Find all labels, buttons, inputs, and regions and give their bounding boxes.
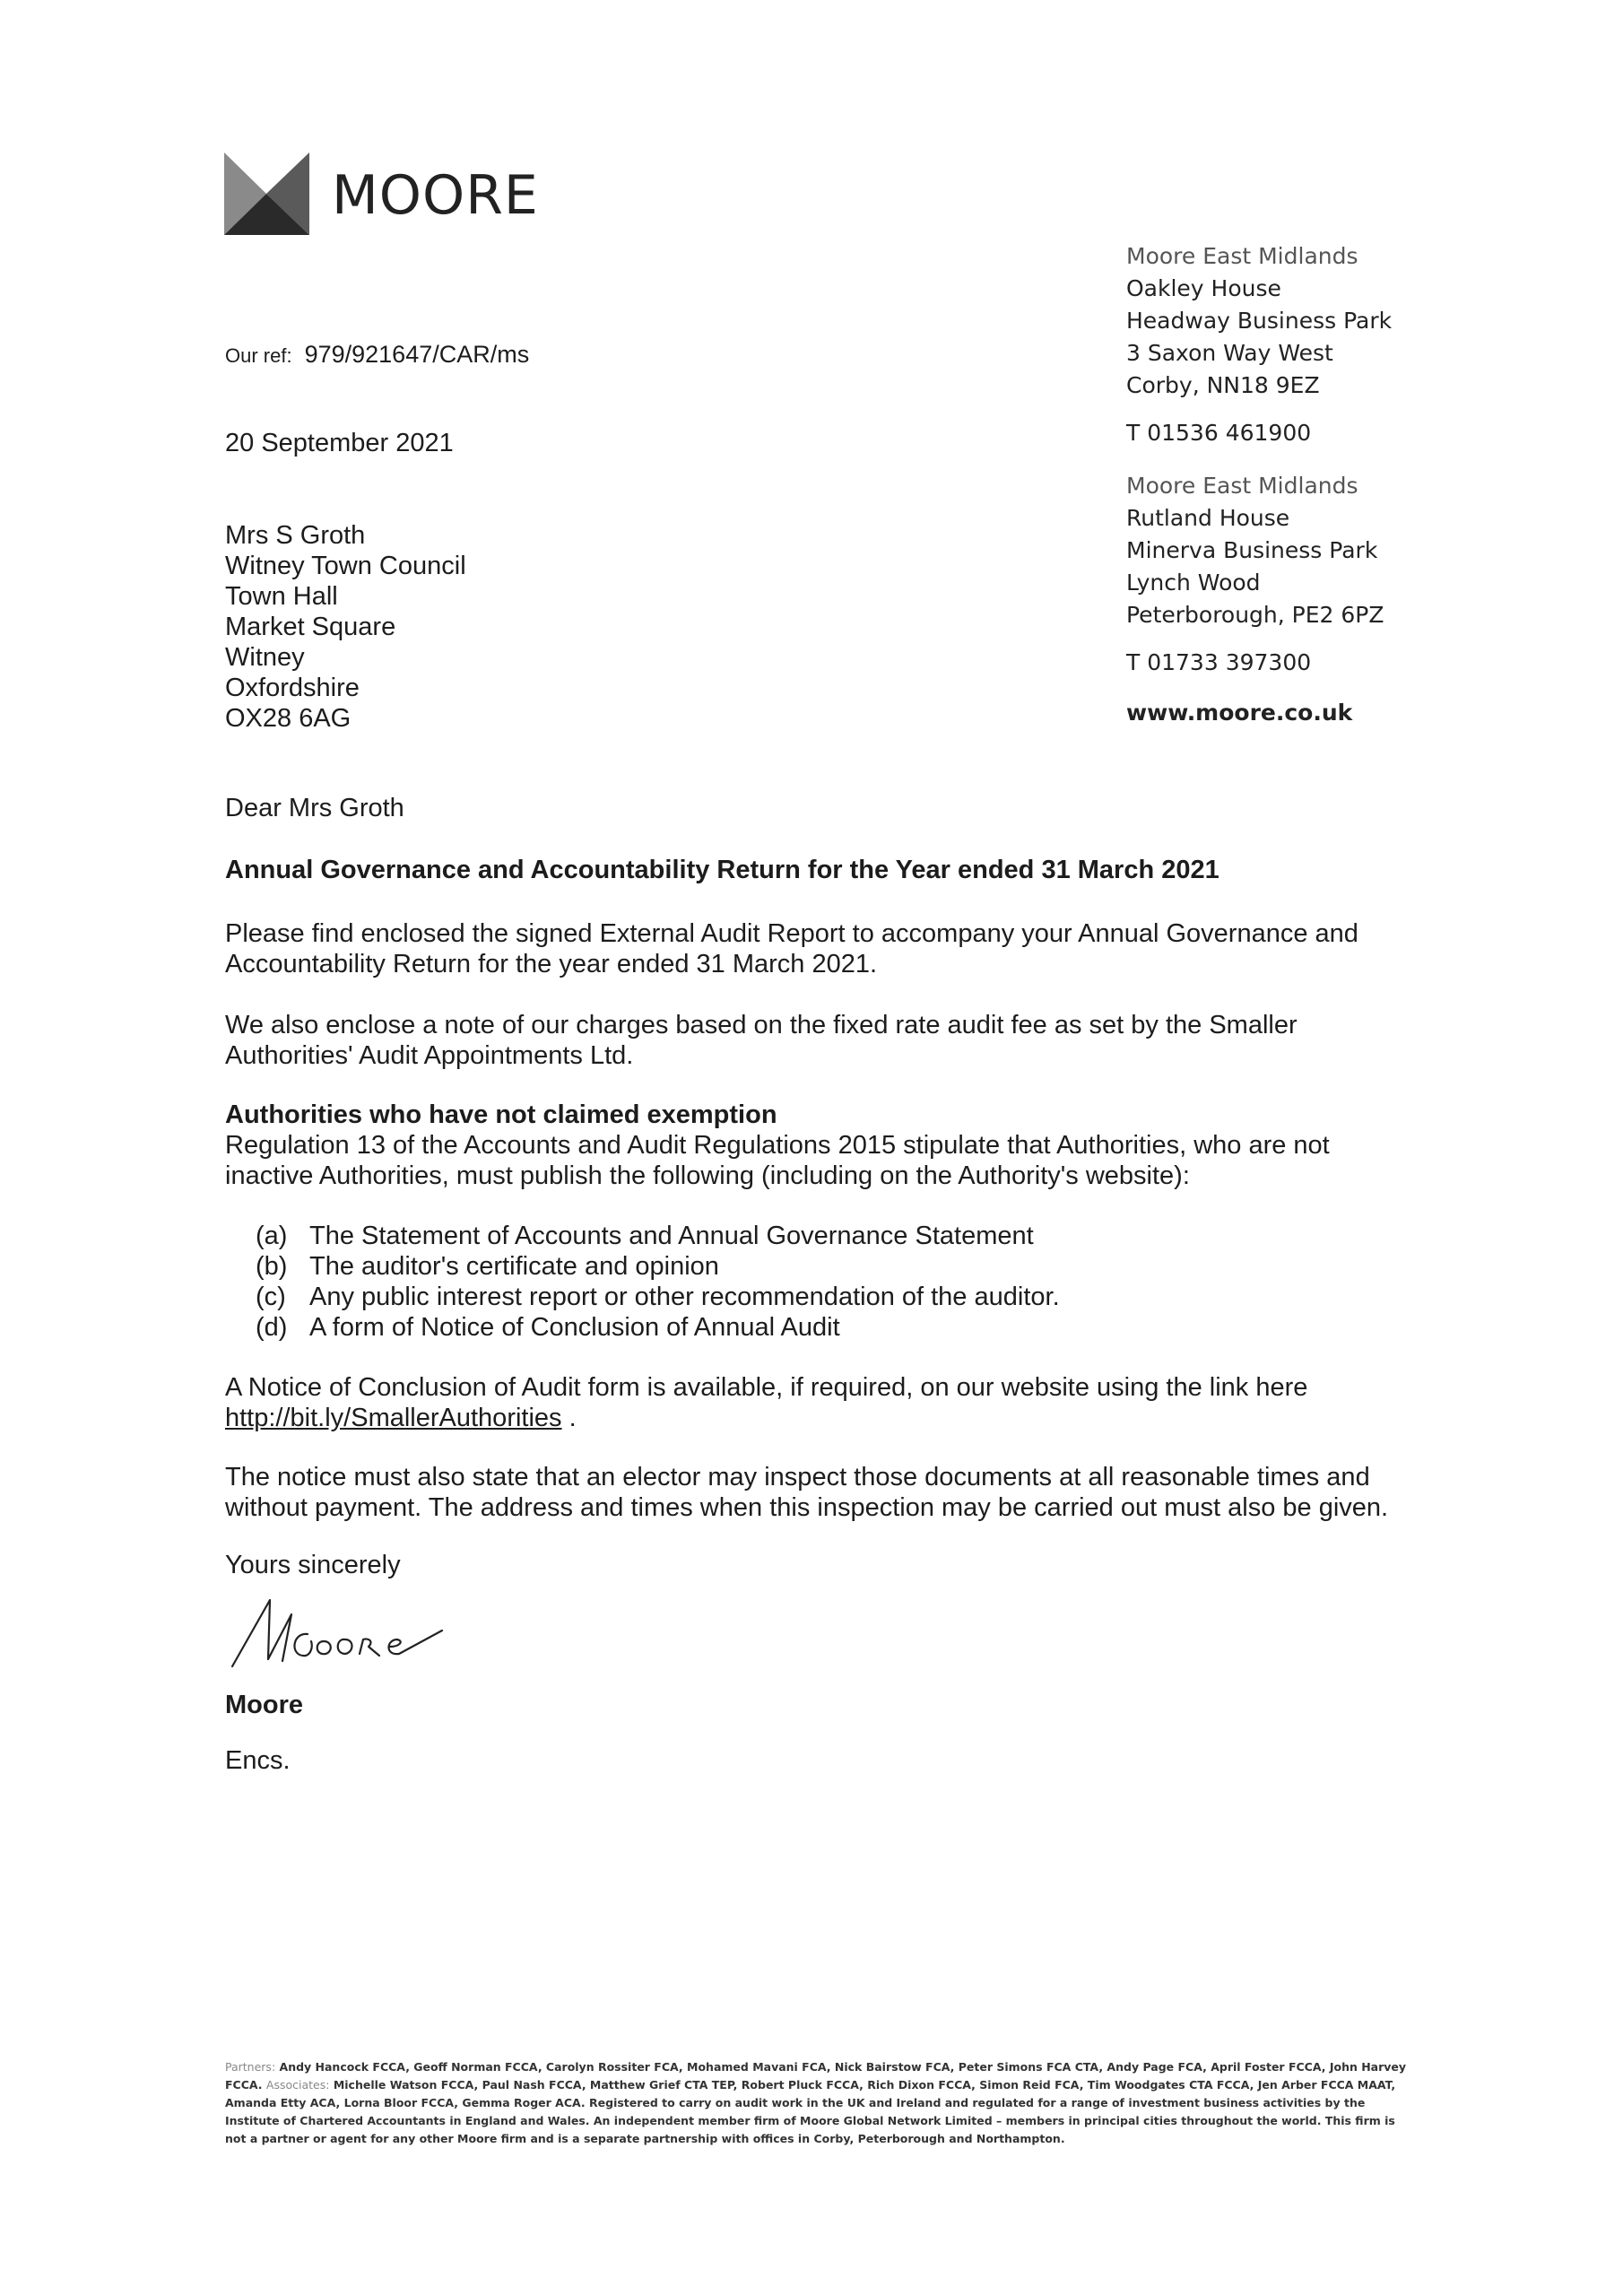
list-marker: (c) — [256, 1283, 286, 1311]
list-marker: (a) — [256, 1222, 288, 1250]
list-text: Any public interest report or other recommendation of the auditor. — [309, 1283, 1060, 1311]
recipient-line: Mrs S Groth — [225, 521, 366, 550]
paragraph: We also enclose a note of our charges based on the fixed rate audit fee as set by the Smaller Authorities' Audit Appointments Ltd. — [225, 1011, 1298, 1070]
list-text: The auditor's certificate and opinion — [309, 1252, 719, 1281]
legal-notice: Registered to carry on audit work in the UK and Ireland and regulated for a range of investment business activities by the Institute of Chartered Accountants in England and Wales. An independent member firm of Moore Global Network Limited – members in principal cities throughout the world. This firm is not a partner or agent for any other Moore firm and is a separate partnership with offices in Corby, Peterborough and Northampton. — [225, 2096, 1395, 2145]
handwritten-signature — [229, 1587, 444, 1673]
recipient-line: Witney — [225, 643, 305, 672]
recipient-line: Market Square — [225, 613, 396, 641]
recipient-address — [225, 520, 466, 734]
paragraph: Regulation 13 of the Accounts and Audit Regulations 2015 stipulate that Authorities, who are not inactive Authorities, must publish the following (including on the Authority's website): — [225, 1131, 1330, 1190]
office-line: 3 Saxon Way West — [1126, 340, 1333, 366]
office-phone: T 01536 461900 — [1126, 420, 1312, 446]
office-line: Lynch Wood — [1126, 570, 1261, 596]
requirements-list — [256, 1221, 1060, 1343]
brand-name: MOORE — [332, 164, 539, 227]
list-item — [256, 1221, 1060, 1251]
recipient-line: Witney Town Council — [225, 552, 466, 580]
associates-list: Michelle Watson FCCA, Paul Nash FCCA, Matthew Grief CTA TEP, Robert Pluck FCCA, Rich Dixon FCCA, Simon Reid FCA, Tim Woodgates CTA FCCA, Jen Arber FCCA MAAT, Amanda Etty ACA, Lorna Bloor FCCA, Gemma Roger ACA. — [225, 2078, 1396, 2109]
recipient-line: Town Hall — [225, 582, 338, 611]
list-marker: (d) — [256, 1313, 288, 1342]
closing: Yours sincerely — [225, 1551, 401, 1579]
recipient-line: OX28 6AG — [225, 704, 352, 733]
salutation: Dear Mrs Groth — [225, 794, 404, 822]
list-text: The Statement of Accounts and Annual Governance Statement — [309, 1222, 1034, 1250]
office-line: Minerva Business Park — [1126, 537, 1378, 563]
website: www.moore.co.uk — [1126, 700, 1353, 726]
list-item — [256, 1282, 1060, 1312]
associates-label: Associates: — [265, 2078, 330, 2092]
office-line: Rutland House — [1126, 505, 1290, 531]
office-phone: T 01733 397300 — [1126, 649, 1312, 675]
office-firm-name: Moore East Midlands — [1126, 473, 1358, 499]
office-line: Peterborough, PE2 6PZ — [1126, 602, 1384, 628]
office-firm-name: Moore East Midlands — [1126, 243, 1358, 269]
office-address-peterborough — [1126, 470, 1384, 631]
signatory-name: Moore — [225, 1691, 303, 1719]
list-item — [256, 1312, 1060, 1343]
paragraph: Please find enclosed the signed External Audit Report to accompany your Annual Governance and Accountability Return for the year ended 31 March 2021. — [225, 919, 1358, 978]
enclosures: Encs. — [225, 1746, 291, 1775]
letter-date: 20 September 2021 — [225, 429, 454, 457]
reference — [225, 341, 529, 369]
office-line: Headway Business Park — [1126, 308, 1393, 334]
partners-list: Andy Hancock FCCA, Geoff Norman FCCA, Carolyn Rossiter FCA, Mohamed Mavani FCA, Nick Bairstow FCA, Peter Simons FCA CTA, Andy Page FCA, April Foster FCCA, John Harvey FCCA. — [225, 2060, 1407, 2092]
list-text: A form of Notice of Conclusion of Annual Audit — [309, 1313, 840, 1342]
paragraph: The notice must also state that an elector may inspect those documents at all reasonable times and without payment. The address and times when this inspection may be carried out must also be given. — [225, 1463, 1389, 1522]
notice-end: . — [568, 1404, 577, 1432]
footer-partners — [225, 2058, 1413, 2148]
subject-line: Annual Governance and Accountability Return for the Year ended 31 March 2021 — [225, 856, 1219, 884]
moore-logo-icon — [224, 152, 309, 235]
reference-label: Our ref: — [225, 344, 292, 367]
office-line: Corby, NN18 9EZ — [1126, 372, 1320, 398]
notice-link[interactable]: http://bit.ly/SmallerAuthorities — [225, 1404, 562, 1432]
office-line: Oakley House — [1126, 275, 1281, 301]
paragraph — [225, 1372, 1409, 1433]
office-address-corby — [1126, 240, 1392, 402]
notice-text: A Notice of Conclusion of Audit form is available, if required, on our website using the link here — [225, 1373, 1308, 1402]
recipient-line: Oxfordshire — [225, 674, 360, 702]
partners-label: Partners: — [225, 2060, 276, 2074]
section-heading: Authorities who have not claimed exemption — [225, 1100, 777, 1129]
list-marker: (b) — [256, 1252, 288, 1281]
reference-value: 979/921647/CAR/ms — [304, 341, 530, 368]
list-item — [256, 1251, 1060, 1282]
